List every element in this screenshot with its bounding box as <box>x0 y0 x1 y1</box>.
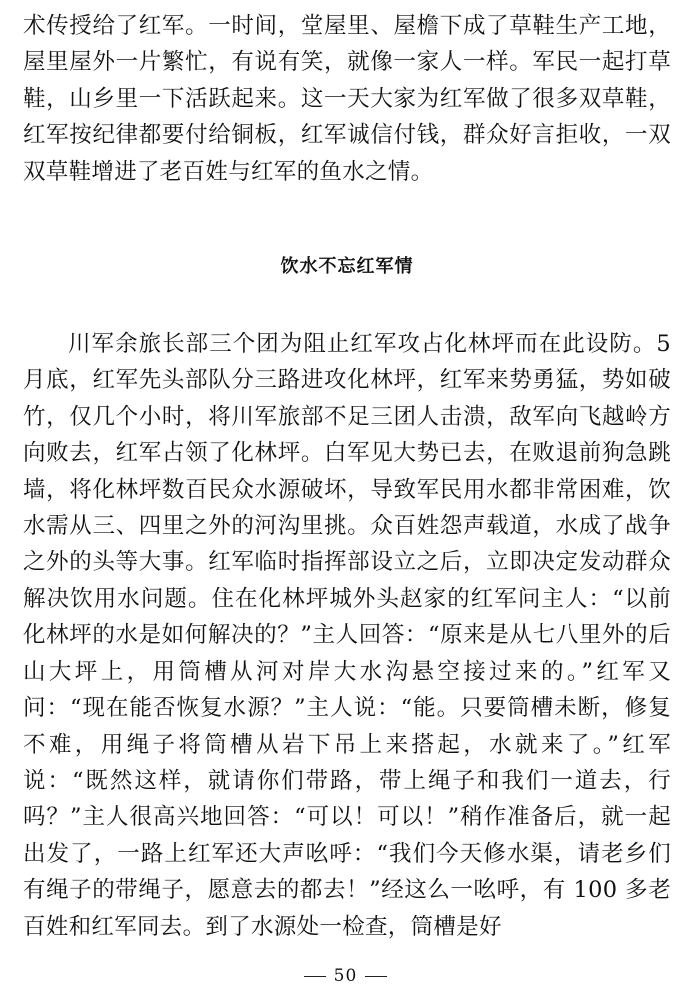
body-paragraph-section: 川军余旅长部三个团为阻止红军攻占化林坪而在此设防。5 月底，红军先头部队分三路进攻化林坪，红军来势勇猛，势如破竹，仅几个小时，将川军旅部不足三团人击溃，敌军向飞越岭方向败去，红军占领了化林坪。白军见大势已去，在败退前狗急跳墙，将化林坪数百民众水源破坏，导致军民用水都非常困难，饮水需从三、四里之外的河沟里挑。众百姓怨声载道，水成了战争之外的头等大事。红军临时指挥部设立之后，立即决定发动群众解决饮用水问题。住在化林坪城外头赵家的红军问主人：“以前化林坪的水是如何解决的？”主人回答：“原来是从七八里外的后山大坪上，用筒槽从河对岸大水沟悬空接过来的。”红军又问：“现在能否恢复水源？”主人说：“能。只要筒槽未断，修复不难，用绳子将筒槽从岩下吊上来搭起，水就来了。”红军说：“既然这样，就请你们带路，带上绳子和我们一道去，行吗？”主人很高兴地回答：“可以！可以！”稍作准备后，就一起出发了，一路上红军还大声吆呼：“我们今天修水渠，请老乡们有绳子的带绳子，愿意去的都去！”经这么一吆呼，有 100 多老百姓和红军同去。到了水源处一检查，筒槽是好 <box>23 331 671 940</box>
section-heading: 饮水不忘红军情 <box>280 256 414 278</box>
left-dash <box>304 976 326 977</box>
page-content <box>23 0 671 945</box>
spacer <box>23 279 671 326</box>
spacer <box>23 190 671 255</box>
body-paragraph-continuation: 术传授给了红军。一时间，堂屋里、屋檐下成了草鞋生产工地，屋里屋外一片繁忙，有说有笑，就像一家人一样。军民一起打草鞋，山乡里一下活跃起来。这一天大家为红军做了很多双草鞋，红军按纪律都要付给铜板，红军诚信付钱，群众好言拒收，一双双草鞋增进了老百姓与红军的鱼水之情。 <box>23 13 671 185</box>
right-dash <box>365 976 387 977</box>
page-number: 50 <box>333 966 358 986</box>
page-footer <box>0 966 691 986</box>
